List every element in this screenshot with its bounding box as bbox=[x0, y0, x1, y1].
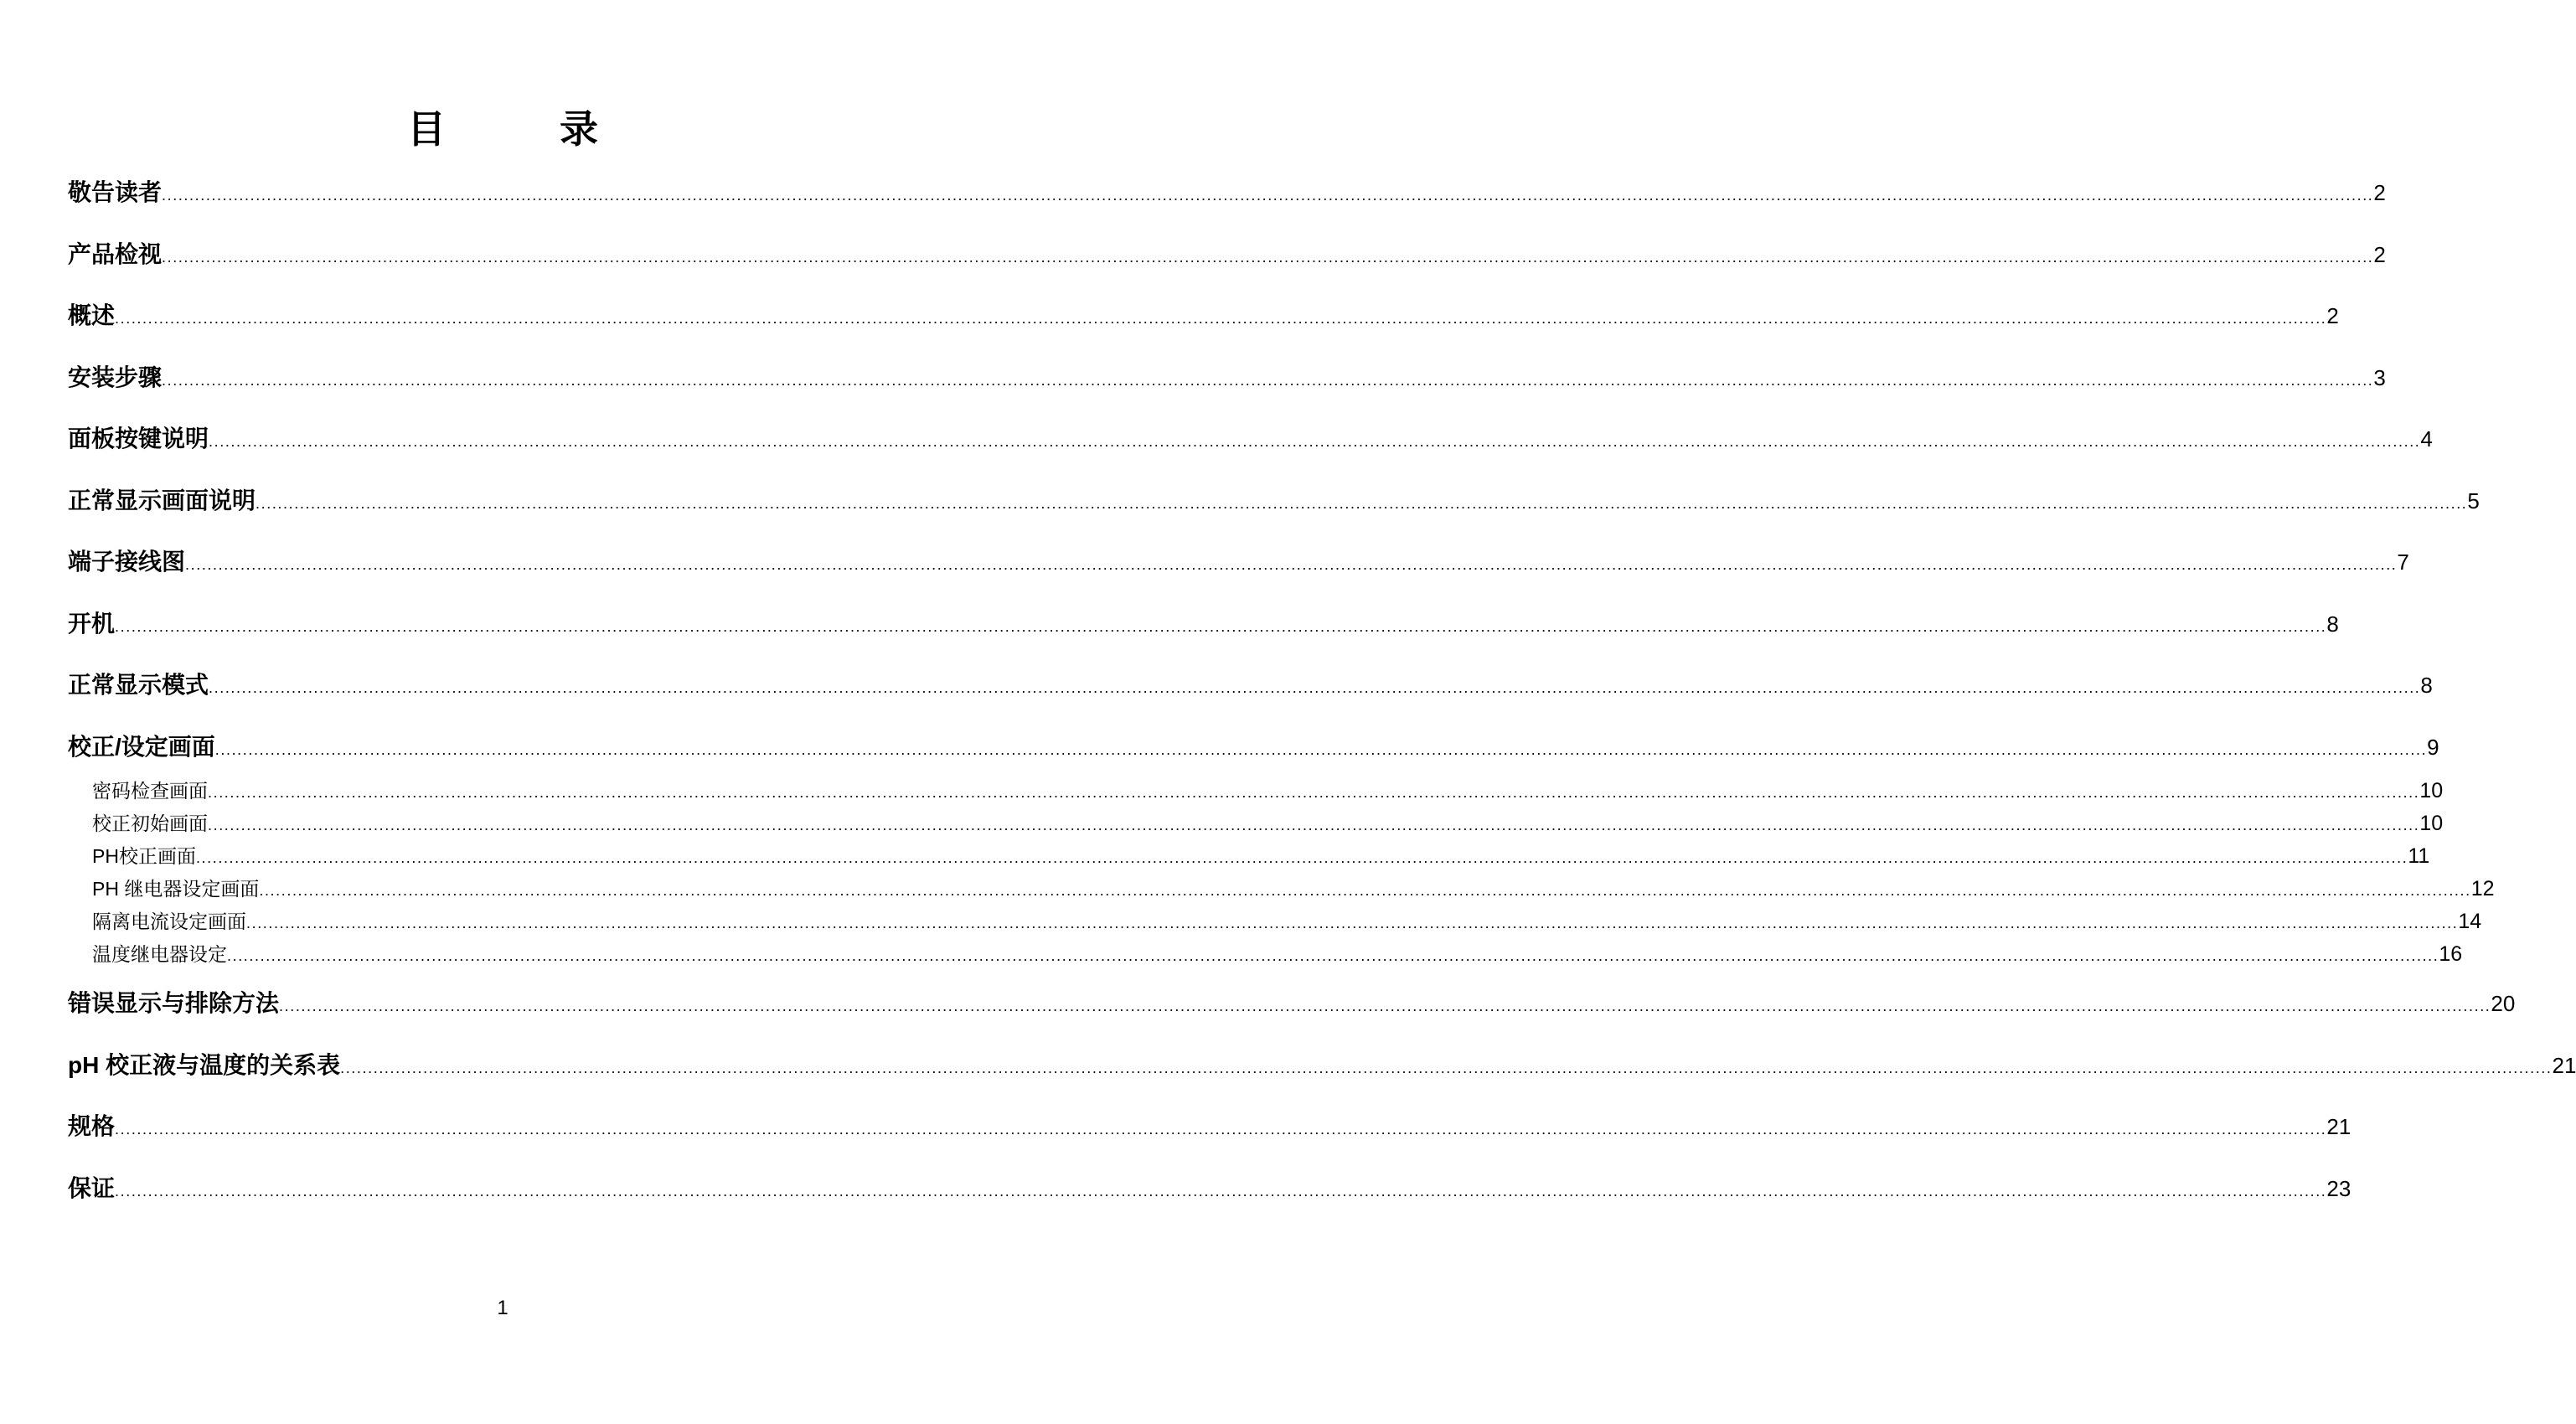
toc-entry-page: 9 bbox=[2427, 734, 2439, 760]
toc-entry-page: 8 bbox=[2326, 611, 2339, 637]
toc-entry[interactable] bbox=[68, 359, 2386, 390]
toc-entry-label: pH 校正液与温度的关系表 bbox=[68, 1051, 341, 1078]
toc-entry-label: 密码检查画面 bbox=[92, 780, 208, 802]
toc-entry-page: 14 bbox=[2458, 910, 2482, 933]
toc-entry-page: 21 bbox=[2326, 1114, 2351, 1139]
page-number: 1 bbox=[497, 1297, 508, 1319]
dot-leader: ................................................................................................................................................................................................................................................................................................................................................................................................................ bbox=[162, 371, 2374, 389]
toc-entry-label: 温度继电器设定 bbox=[92, 943, 227, 965]
toc-entry-page: 2 bbox=[2373, 180, 2386, 205]
toc-subentry[interactable] bbox=[92, 874, 2495, 900]
toc-entry-label: 产品检视 bbox=[68, 240, 163, 267]
toc-entry-label: 错误显示与排除方法 bbox=[68, 990, 280, 1016]
toc-entry[interactable] bbox=[68, 297, 2339, 328]
toc-entry-label: 概述 bbox=[68, 302, 116, 328]
toc-entry-page: 7 bbox=[2397, 549, 2409, 575]
toc-entry-label: 正常显示画面说明 bbox=[68, 487, 256, 513]
dot-leader: ................................................................................................................................................................................................................................................................................................................................................................................................................ bbox=[259, 882, 2471, 899]
dot-leader: ................................................................................................................................................................................................................................................................................................................................................................................................................ bbox=[115, 1121, 2327, 1138]
dot-leader: ................................................................................................................................................................................................................................................................................................................................................................................................................ bbox=[209, 433, 2421, 450]
toc-entry-page: 2 bbox=[2326, 303, 2339, 328]
dot-leader: ................................................................................................................................................................................................................................................................................................................................................................................................................ bbox=[340, 1059, 2553, 1076]
toc-entry-page: 11 bbox=[2408, 844, 2430, 868]
dot-leader: ................................................................................................................................................................................................................................................................................................................................................................................................................ bbox=[115, 1182, 2327, 1200]
dot-leader: ................................................................................................................................................................................................................................................................................................................................................................................................................ bbox=[162, 248, 2374, 266]
toc-entry-label: 校正初始画面 bbox=[92, 813, 208, 834]
toc-entry-label: 面板按键说明 bbox=[68, 426, 209, 451]
toc-entry[interactable] bbox=[68, 420, 2433, 451]
toc-entry[interactable] bbox=[68, 1108, 2351, 1139]
page-title bbox=[0, 99, 1005, 154]
toc-entry-label: PH校正画面 bbox=[92, 845, 196, 867]
dot-leader: ................................................................................................................................................................................................................................................................................................................................................................................................................ bbox=[162, 187, 2374, 204]
toc-entry-page: 2 bbox=[2373, 241, 2386, 267]
toc-entry-page: 8 bbox=[2420, 673, 2433, 698]
dot-leader: ................................................................................................................................................................................................................................................................................................................................................................................................................ bbox=[227, 947, 2439, 964]
toc-entry[interactable] bbox=[68, 174, 2386, 205]
dot-leader: ................................................................................................................................................................................................................................................................................................................................................................................................................ bbox=[209, 679, 2421, 696]
title-char-2: 录 bbox=[560, 107, 598, 151]
toc-entry-label: 规格 bbox=[68, 1113, 116, 1139]
toc-entry[interactable] bbox=[68, 667, 2433, 698]
toc-subentry[interactable] bbox=[92, 906, 2482, 933]
toc-entry-label: 隔离电流设定画面 bbox=[92, 911, 246, 932]
dot-leader: ................................................................................................................................................................................................................................................................................................................................................................................................................ bbox=[115, 617, 2327, 635]
toc-entry-page: 10 bbox=[2419, 779, 2444, 802]
dot-leader: ................................................................................................................................................................................................................................................................................................................................................................................................................ bbox=[208, 784, 2420, 801]
toc-entry-label: 安装步骤 bbox=[68, 364, 163, 390]
dot-leader: ................................................................................................................................................................................................................................................................................................................................................................................................................ bbox=[256, 494, 2468, 512]
dot-leader: ................................................................................................................................................................................................................................................................................................................................................................................................................ bbox=[195, 849, 2408, 866]
toc-entry-page: 4 bbox=[2420, 426, 2433, 451]
toc-entry[interactable] bbox=[68, 985, 2516, 1016]
toc-entry[interactable] bbox=[68, 544, 2409, 575]
toc-entry[interactable] bbox=[68, 729, 2439, 760]
dot-leader: ................................................................................................................................................................................................................................................................................................................................................................................................................ bbox=[214, 740, 2428, 758]
dot-leader: ................................................................................................................................................................................................................................................................................................................................................................................................................ bbox=[246, 915, 2459, 931]
toc-entry-label: 开机 bbox=[68, 610, 116, 637]
toc-entry-label: 校正/设定画面 bbox=[68, 733, 215, 760]
toc-entry-page: 23 bbox=[2326, 1175, 2351, 1201]
toc-entry[interactable] bbox=[68, 482, 2480, 513]
toc-entry-page: 5 bbox=[2467, 488, 2480, 513]
toc-entry-page: 12 bbox=[2470, 877, 2495, 900]
toc-entry-label: 敬告读者 bbox=[68, 179, 163, 205]
toc-entry-label: 正常显示模式 bbox=[68, 672, 209, 698]
dot-leader: ................................................................................................................................................................................................................................................................................................................................................................................................................ bbox=[185, 556, 2398, 573]
toc-entry-label: 保证 bbox=[68, 1174, 116, 1201]
dot-leader: ................................................................................................................................................................................................................................................................................................................................................................................................................ bbox=[208, 817, 2420, 833]
toc-subentry[interactable] bbox=[92, 808, 2444, 835]
toc-subentry[interactable] bbox=[92, 939, 2463, 966]
toc-entry[interactable] bbox=[68, 1170, 2351, 1201]
dot-leader: ................................................................................................................................................................................................................................................................................................................................................................................................................ bbox=[115, 310, 2327, 327]
toc-entry-page: 21 bbox=[2552, 1052, 2576, 1078]
toc-entry-label: 端子接线图 bbox=[68, 549, 186, 575]
toc-entry-label: PH 继电器设定画面 bbox=[92, 878, 260, 900]
title-char-1: 目 bbox=[407, 107, 446, 151]
toc-entry[interactable] bbox=[68, 236, 2386, 267]
toc-entry-page: 10 bbox=[2419, 812, 2444, 835]
toc-entry[interactable] bbox=[68, 1047, 2576, 1078]
dot-leader: ................................................................................................................................................................................................................................................................................................................................................................................................................ bbox=[279, 998, 2491, 1014]
toc-subentry[interactable] bbox=[92, 776, 2444, 802]
toc-entry-page: 3 bbox=[2373, 364, 2386, 390]
toc-entry[interactable] bbox=[68, 606, 2339, 637]
toc-entry-page: 20 bbox=[2491, 991, 2516, 1016]
toc-subentry[interactable] bbox=[92, 841, 2430, 868]
toc-entry-page: 16 bbox=[2439, 942, 2463, 966]
